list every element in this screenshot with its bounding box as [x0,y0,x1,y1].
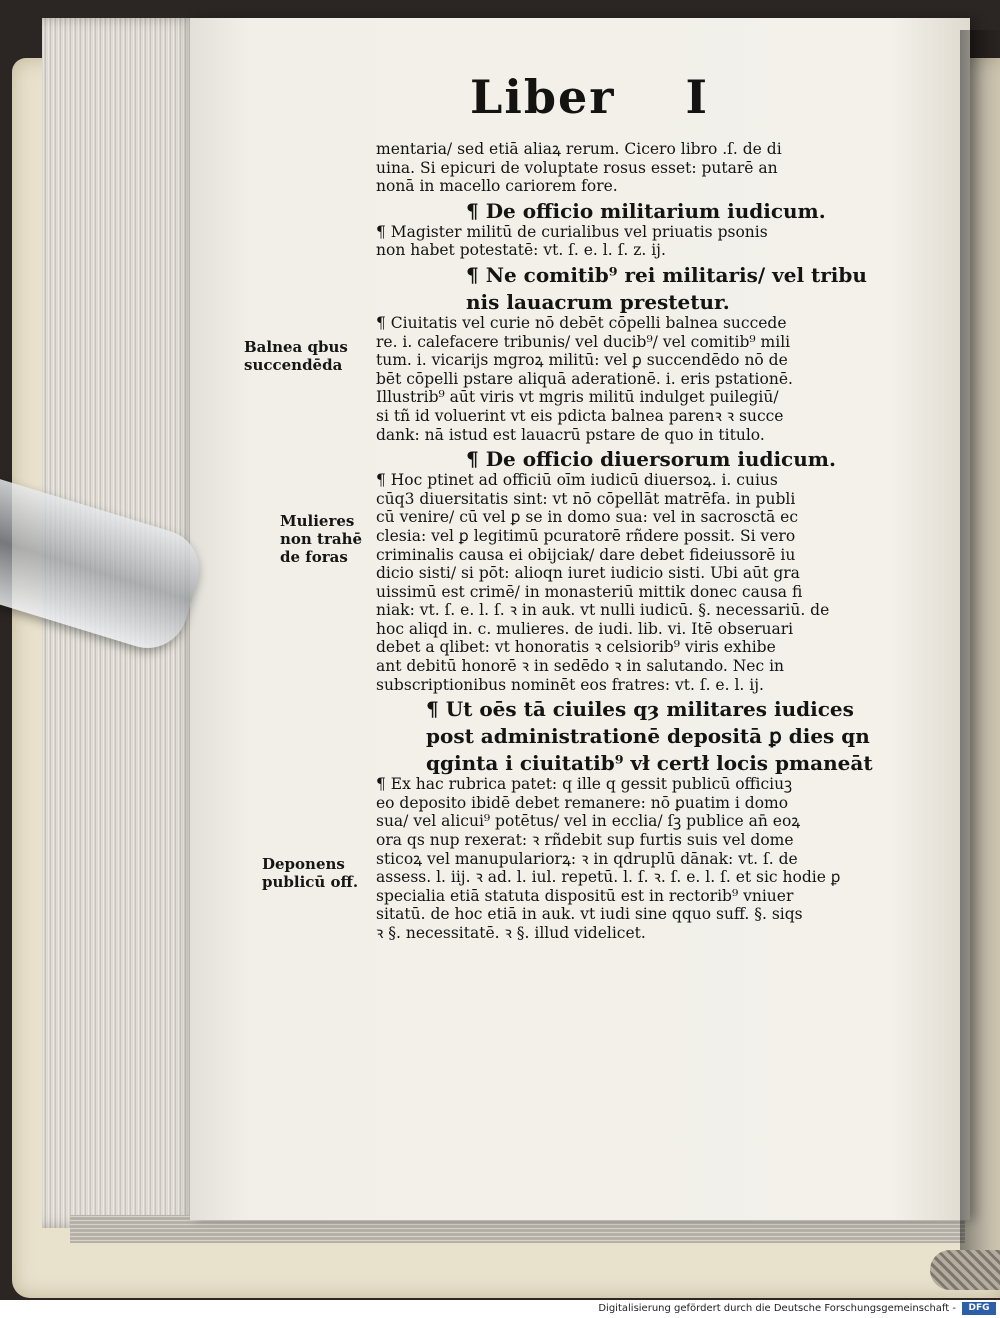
text-line: dicio sisti/ si pōt: alioqn iuret iudicio sisti. Ubi aūt gra [376,564,800,583]
text-line: sua/ vel alicui⁹ potētus/ vel in ecclia/ ſꝫ publice an̄ eoꝝ [376,812,801,831]
text-line: si tñ id voluerint vt eis pdicta balnea parenꝛ ꝛ succe [376,406,784,425]
text-line: Illustrib⁹ aūt viris vt mgris militū indulget puilegiū/ [376,388,779,407]
margin-note [244,338,374,374]
text-line: subscriptionibus nominēt eos fratres: vt. ſ. e. l. ij. [376,675,764,694]
text-line: assess. l. iij. ꝛ ad. l. iul. repetū. l. ſ. ꝛ. ſ. e. l. ſ. et sic hodie ꝑ [376,868,841,887]
text-line: ¶ Hoc ptinet ad officiū oīm iudicū diuersoꝝ. i. cuius [376,471,778,490]
text-line: non habet potestatē: vt. ſ. e. l. ſ. z. ij. [376,241,666,260]
section-heading: qginta i ciuitatib⁹ vł certł locis pmaneāt [426,751,873,776]
margin-note-text: Balnea qbus succendēda [244,338,348,374]
text-line: clesia: vel ꝑ legitimū pcuratorē rñdere possit. Si vero [376,526,796,545]
text-line: uina. Si epicuri de voluptate rosus esset: putarē an [376,158,778,177]
section-heading: ¶ De officio militarium iudicum. [466,198,826,223]
text-line: ¶ Ciuitatis vel curie nō debēt cōpelli balnea succede [376,313,787,332]
text-line: hoc aliqd in. c. mulieres. de iudi. lib. vi. Itē obseruari [376,619,794,638]
text-line: specialia etiā statuta dispositū est in rectorib⁹ vniuer [376,886,794,905]
text-line: ora qs nup rexerat: ꝛ rñdebit sup furtis suis vel dome [376,831,794,850]
main-text-block [376,140,906,943]
text-line: cū venire/ cū vel ꝑ se in domo sua: vel in sacrosctā ec [376,508,799,527]
margin-note [280,512,375,566]
text-line: niak: vt. ſ. e. l. ſ. ꝛ in auk. vt nulli iudicū. §. necessariū. de [376,601,830,620]
text-line: ꝛ §. necessitatē. ꝛ §. illud videlicet. [376,924,646,942]
text-line: sticoꝝ vel manupulariorꝝ: ꝛ in qdruplū dānak: vt. ſ. de [376,849,798,868]
dfg-logo-icon: DFG [962,1302,996,1315]
running-head [470,70,770,124]
text-line: mentaria/ sed etiā aliaꝝ rerum. Cicero libro .ſ. de di [376,140,782,158]
text-line: re. i. calefacere tribunis/ vel ducib⁹/ vel comitib⁹ mili [376,332,791,351]
text-line: criminalis causa ei obijciak/ dare debet fideiussorē iu [376,545,796,564]
text-line: nonā in macello cariorem fore. [376,177,618,196]
text-line: ¶ Ex hac rubrica patet: q ille q gessit publicū officiuꝫ [376,775,793,794]
section-heading: nis lauacrum prestetur. [466,289,730,314]
text-line: bēt cōpelli pstare aliquā aderationē. i. eris pstationē. [376,369,793,388]
text-line: ant debitū honorē ꝛ in sedēdo ꝛ in salutando. Nec in [376,657,785,676]
text-line: ¶ Magister militū de curialibus vel priuatis psonis [376,222,768,241]
text-line: tum. i. vicarijs mgroꝝ militū: vel ꝑ succendēdo nō de [376,351,788,370]
margin-note-text: Mulieres non trahē de foras [280,512,363,566]
section-heading: post administrationē depositā ꝑ dies qn [426,724,870,749]
text-line: uissimū est crimē/ in monasteriū mittik donec causa fi [376,582,803,601]
section-heading: ¶ De officio diuersorum iudicum. [466,447,836,472]
text-line: dank: nā istud est lauacrū pstare de quo in titulo. [376,425,765,444]
margin-note-text: Deponens publicū off. [262,855,359,891]
footer-credit: Digitalisierung gefördert durch die Deutsche Forschungsgemeinschaft - [598,1303,956,1314]
page-shadow [960,30,1000,1260]
section-heading: ¶ Ut oēs tā ciuiles qȝ militares iudices [426,697,854,722]
text-line: sitatū. de hoc etiā in auk. vt iudi sine qquo suff. §. siqs [376,905,803,924]
bookmark-ribbon [930,1250,1000,1290]
running-head-word: Liber [470,70,616,124]
text-line: cūq3 diuersitatis sint: vt nō cōpellāt matrēfa. in publi [376,489,796,508]
footer [0,1300,1000,1318]
section-heading: ¶ Ne comitib⁹ rei militaris/ vel tribu [466,262,867,287]
text-line: debet a qlibet: vt honoratis ꝛ celsiorib⁹ viris exhibe [376,638,776,657]
folio-number: I [685,70,710,124]
text-line: eo deposito ibidē debet remanere: nō ꝑuatim i domo [376,793,789,812]
margin-note [262,855,374,891]
